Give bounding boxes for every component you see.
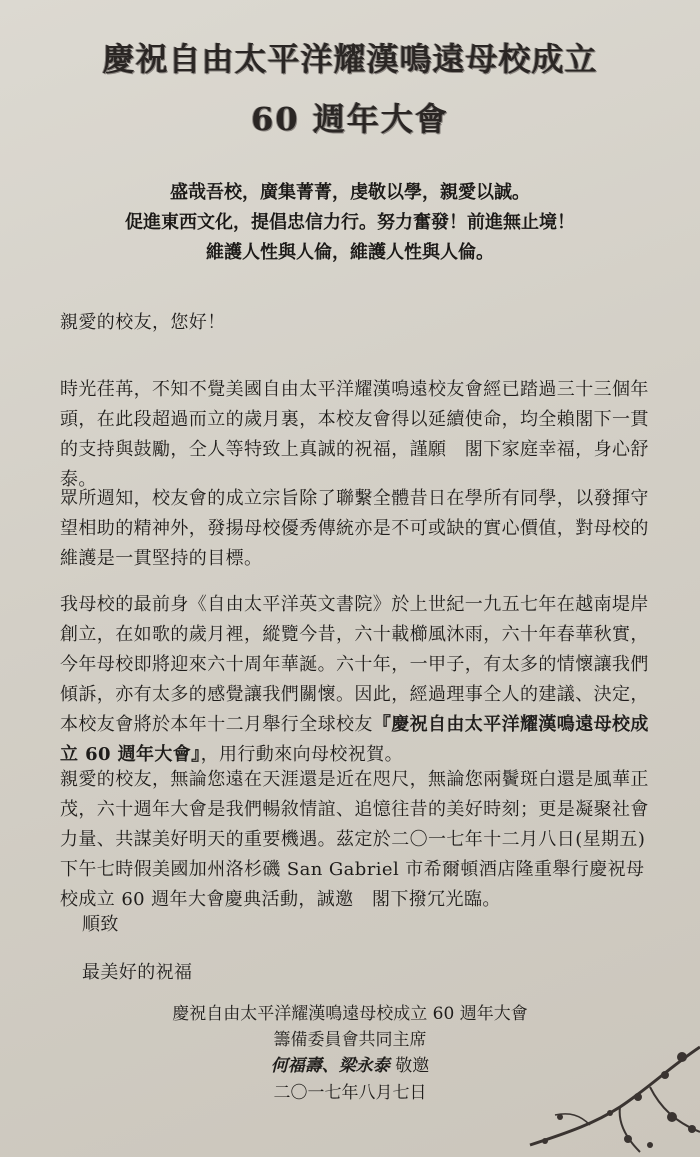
main-title-anniversary: 60 週年大會: [251, 100, 449, 138]
event-name-highlight: 『慶祝自由太平洋耀漢鳴遠母校成立 60 週年大會』: [60, 714, 649, 765]
main-title: 慶祝自由太平洋耀漢鳴遠母校成立: [102, 40, 598, 78]
letter-paragraph-3: [60, 590, 660, 770]
paragraph-3-ending: ，用行動來向母校祝賀。: [200, 744, 403, 765]
motto-line-3: 維護人性與人倫，維護人性與人倫。: [206, 242, 494, 263]
paragraph-3-text: 我母校的最前身《自由太平洋英文書院》於上世紀一九五七年在越南堤岸創立，在如歌的歲月裡，縱覽今昔，六十載櫛風沐雨，六十年春華秋實，今年母校即將迎來六十周年華誕。六十年，一甲子，有太多的情懷讓我們傾訴，亦有太多的感覺讓我們關懷。因此，經過理事仝人的建議、決定，本校友會將於本年十二月舉行全球校友: [60, 594, 649, 735]
letter-closing-wishes: 最美好的祝福: [82, 962, 193, 983]
signature-date: 二〇一七年八月七日: [273, 1083, 427, 1103]
motto-line-2: 促進東西文化，提倡忠信力行。努力奮發！前進無止境！: [125, 212, 575, 233]
motto-line-1: 盛哉吾校，廣集菁菁，虔敬以學，親愛以誠。: [170, 182, 530, 203]
letter-greeting: 親愛的校友，您好！: [60, 312, 226, 333]
signature-invite: 敬邀: [395, 1056, 430, 1076]
letter-closing: 順致: [82, 914, 119, 935]
school-motto: [60, 178, 640, 268]
letter-paragraph-4: 親愛的校友，無論您遠在天涯還是近在咫尺，無論您兩鬢斑白還是風華正茂，六十週年大會是我們暢敘情誼、追憶往昔的美好時刻；更是凝聚社會力量、共謀美好明天的重要機遇。茲定於二〇一七年十二月八日(星期五)下午七時假美國加州洛杉磯 San Gabriel 市希爾頓酒店隆重舉行慶祝母校成立 60 週年大會慶典活動，誠邀 閣下撥冗光臨。: [60, 769, 649, 910]
signature-committee: 籌備委員會共同主席: [273, 1030, 427, 1050]
letter-paragraph-1: 時光荏苒，不知不覺美國自由太平洋耀漢鳴遠校友會經已踏過三十三個年頭，在此段超過而立的歲月裏，本校友會得以延續使命，均全賴閣下一貫的支持與鼓勵，仝人等特致上真誠的祝福，謹願 閣下家庭幸福，身心舒泰。: [60, 379, 649, 490]
plum-branch-decoration: [500, 1027, 700, 1157]
signature-organization: 慶祝自由太平洋耀漢鳴遠母校成立 60 週年大會: [172, 1004, 528, 1024]
signature-names: 何福壽、梁永泰: [270, 1056, 390, 1076]
letter-paragraph-2: 眾所週知，校友會的成立宗旨除了聯繫全體昔日在學所有同學，以發揮守望相助的精神外，發揚母校優秀傳統亦是不可或缺的實心價值，對母校的維護是一貫堅持的目標。: [60, 488, 649, 569]
